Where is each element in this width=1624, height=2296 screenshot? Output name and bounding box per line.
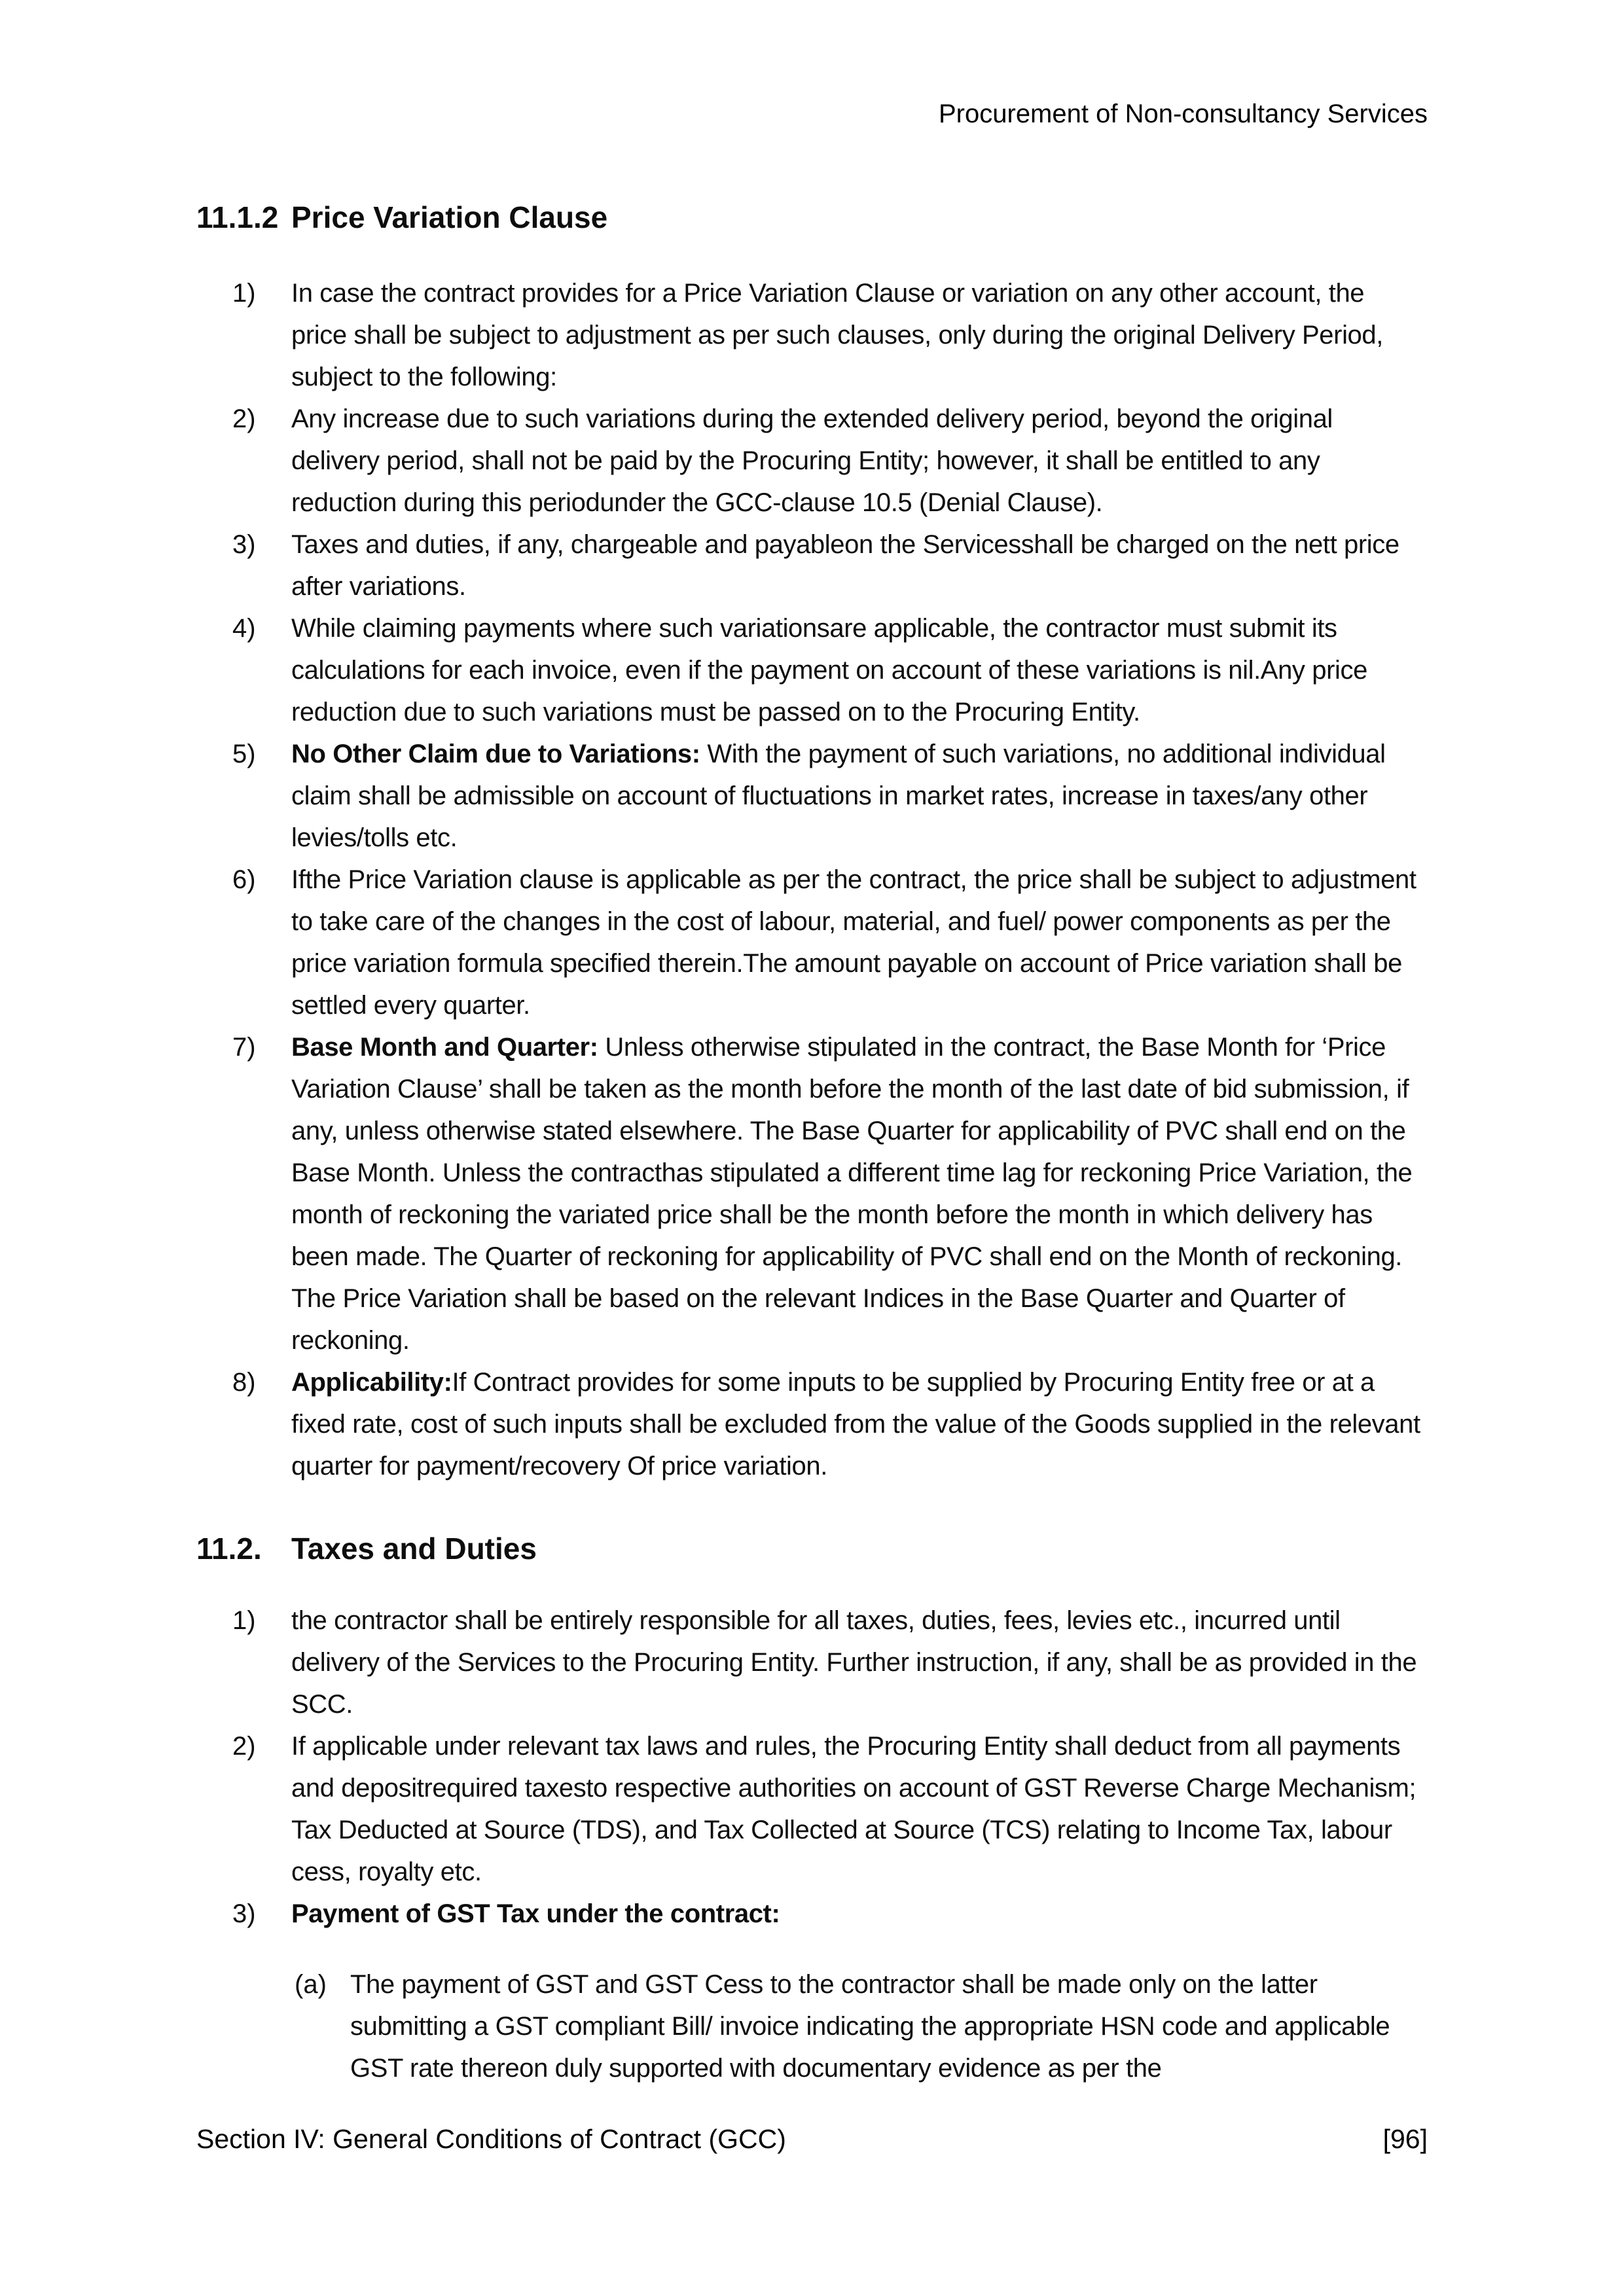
item-marker: 8) xyxy=(232,1368,256,1397)
section2-list xyxy=(196,1600,1427,2089)
section-heading-taxes-duties xyxy=(196,1528,1427,1570)
item-marker: 1) xyxy=(232,1606,256,1635)
item-body: While claiming payments where such variationsare applicable, the contractor must submit its calculations for each invoice, even if the payment on account of these variations is nil.Any price reduction due to such variations must be passed on to the Procuring Entity. xyxy=(291,614,1367,726)
section1-list xyxy=(196,272,1427,1487)
item-text xyxy=(291,1725,1424,1893)
section-number: 11.2. xyxy=(196,1532,262,1566)
item-text xyxy=(291,1600,1424,1725)
item-text xyxy=(291,733,1424,859)
list-item xyxy=(196,524,1427,607)
item-marker: 7) xyxy=(232,1033,256,1062)
item-marker: 3) xyxy=(232,530,256,559)
item-marker: 5) xyxy=(232,740,256,768)
item-lead: Applicability: xyxy=(291,1368,452,1397)
page-header: Procurement of Non-consultancy Services xyxy=(939,99,1428,128)
list-item xyxy=(196,272,1427,398)
item-body: Any increase due to such variations during the extended delivery period, beyond the original delivery period, shall not be paid by the Procuring Entity; however, it shall be entitled to any reduction during this periodunder the GCC-clause 10.5 (Denial Clause). xyxy=(291,404,1333,517)
item-text xyxy=(291,1026,1424,1361)
item-body: If applicable under relevant tax laws and rules, the Procuring Entity shall deduct from all payments and depositrequired taxesto respective authorities on account of GST Reverse Charge Mechanism; Tax Deducted at Source (TDS), and Tax Collected at Source (TCS) relating to Income Tax, labour cess, royalty etc. xyxy=(291,1732,1416,1886)
item-text xyxy=(291,1893,1424,1935)
item-marker: 4) xyxy=(232,614,256,643)
list-item xyxy=(196,1361,1427,1487)
item-lead: No Other Claim due to Variations: xyxy=(291,740,700,768)
list-item xyxy=(196,1725,1427,1893)
list-item xyxy=(196,398,1427,524)
list-item xyxy=(196,607,1427,733)
item-text xyxy=(291,398,1424,524)
item-body: Taxes and duties, if any, chargeable and payableon the Servicesshall be charged on the nett price after variations. xyxy=(291,530,1399,601)
section-title: Price Variation Clause xyxy=(291,200,608,234)
item-body: Unless otherwise stipulated in the contract, the Base Month for ‘Price Variation Clause’ shall be taken as the month before the month of the last date of bid submission, if any, unless otherwise stated elsewhere. The Base Quarter for applicability of PVC shall end on the Base Month. Unless the contracthas stipulated a different time lag for reckoning Price Variation, the month of reckoning the variated price shall be the month before the month in which delivery has been made. The Quarter of reckoning for applicability of PVC shall end on the Month of reckoning. The Price Variation shall be based on the relevant Indices in the Base Quarter and Quarter of reckoning. xyxy=(291,1033,1413,1355)
list-item xyxy=(196,1893,1427,1935)
list-item xyxy=(196,733,1427,859)
item-marker: (a) xyxy=(295,1970,327,1999)
sub-list-item xyxy=(196,1964,1427,2089)
item-marker: 3) xyxy=(232,1899,256,1928)
item-body: With the payment of such variations, no additional individual claim shall be admissible on account of fluctuations in market rates, increase in taxes/any other levies/tolls etc. xyxy=(291,740,1386,852)
list-item xyxy=(196,1026,1427,1361)
page-footer xyxy=(196,2123,1428,2155)
section-heading-price-variation xyxy=(196,196,1427,238)
item-text xyxy=(291,607,1424,733)
item-text xyxy=(291,272,1424,398)
item-body: In case the contract provides for a Price Variation Clause or variation on any other account, the price shall be subject to adjustment as per such clauses, only during the original Delivery Period, subject to the following: xyxy=(291,279,1383,391)
list-item xyxy=(196,1600,1427,1725)
page-content xyxy=(196,196,1427,2089)
sub-list xyxy=(196,1964,1427,2089)
item-text xyxy=(291,859,1424,1026)
item-lead: Payment of GST Tax under the contract: xyxy=(291,1899,780,1928)
item-body: Ifthe Price Variation clause is applicable as per the contract, the price shall be subject to adjustment to take care of the changes in the cost of labour, material, and fuel/ power components as per the price variation formula specified therein.The amount payable on account of Price variation shall be settled every quarter. xyxy=(291,865,1416,1020)
item-body: The payment of GST and GST Cess to the contractor shall be made only on the latter submitting a GST compliant Bill/ invoice indicating the appropriate HSN code and applicable GST rate thereon duly supported with documentary evidence as per the xyxy=(350,1970,1390,2083)
item-text xyxy=(350,1964,1424,2089)
item-marker: 1) xyxy=(232,279,256,308)
item-body: If Contract provides for some inputs to be supplied by Procuring Entity free or at a fixed rate, cost of such inputs shall be excluded from the value of the Goods supplied in the relevant quarter for payment/recovery Of price variation. xyxy=(291,1368,1420,1480)
footer-page-number: [96] xyxy=(1382,2124,1428,2154)
section-number: 11.1.2 xyxy=(196,200,279,234)
item-text xyxy=(291,1361,1424,1487)
section-title: Taxes and Duties xyxy=(291,1532,537,1566)
item-marker: 6) xyxy=(232,865,256,894)
item-marker: 2) xyxy=(232,404,256,433)
item-text xyxy=(291,524,1424,607)
item-marker: 2) xyxy=(232,1732,256,1761)
list-item xyxy=(196,859,1427,1026)
footer-section-label: Section IV: General Conditions of Contract (GCC) xyxy=(196,2124,786,2154)
item-lead: Base Month and Quarter: xyxy=(291,1033,598,1062)
item-body: the contractor shall be entirely responsible for all taxes, duties, fees, levies etc., incurred until delivery of the Services to the Procuring Entity. Further instruction, if any, shall be as provided in the SCC. xyxy=(291,1606,1417,1719)
